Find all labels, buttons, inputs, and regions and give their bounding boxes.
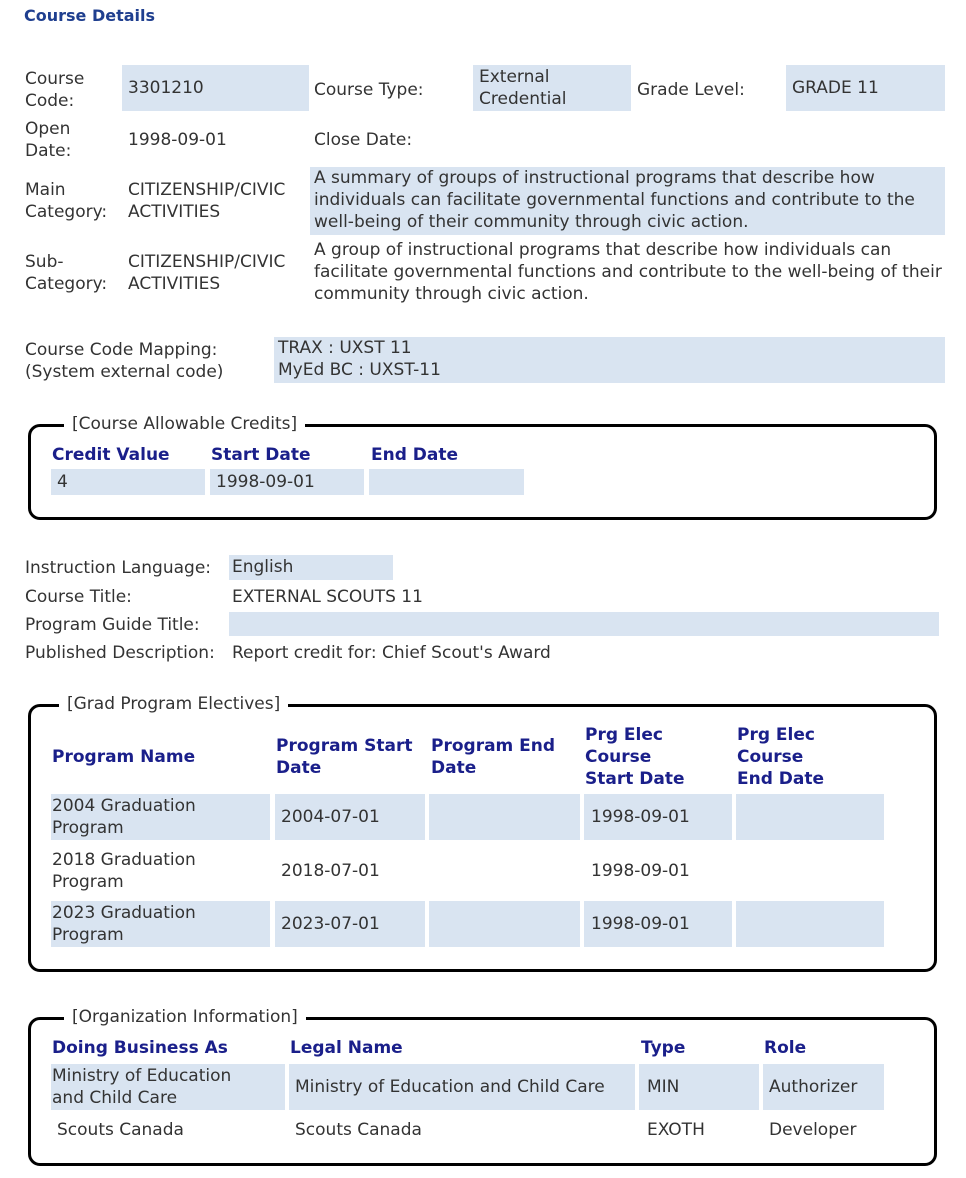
instruction-language-label: Instruction Language:: [25, 558, 212, 578]
electives-program-start: 2004-07-01: [275, 794, 425, 840]
table-row: [51, 901, 270, 947]
electives-program-start: 2018-07-01: [281, 861, 380, 881]
grade-level-value: GRADE 11: [786, 65, 945, 111]
electives-program-name: 2004 Graduation Program: [52, 796, 196, 838]
org-role: Developer: [769, 1120, 857, 1140]
org-header-dba: Doing Business As: [52, 1038, 228, 1058]
credits-cell-start: 1998-09-01: [210, 469, 364, 495]
mapping-values: [274, 337, 945, 383]
credits-legend: [Course Allowable Credits]: [64, 413, 305, 435]
org-dba: Ministry of Education and Child Care: [52, 1066, 232, 1108]
electives-program-end: [429, 794, 580, 840]
program-guide-title-value: [229, 612, 939, 636]
electives-header-program-end: Program End Date: [431, 736, 556, 778]
table-row: [51, 1117, 285, 1143]
electives-elec-end: [736, 848, 884, 894]
credits-cell-end: [369, 469, 524, 495]
org-header-legal-name: Legal Name: [290, 1038, 403, 1058]
org-legal-name: Ministry of Education and Child Care: [289, 1064, 635, 1110]
org-role: Authorizer: [763, 1064, 884, 1110]
open-date-label: Open Date:: [25, 119, 72, 161]
main-category-label: Main Category:: [25, 180, 108, 222]
table-row: [51, 848, 270, 894]
sub-category-value: CITIZENSHIP/CIVIC ACTIVITIES: [128, 252, 286, 294]
org-dba: Scouts Canada: [57, 1120, 184, 1140]
electives-elec-start: 1998-09-01: [591, 861, 690, 881]
main-category-description: A summary of groups of instructional programs that describe how individuals can facilitate governmental functions and contribute to the well-being of their community through civic action.: [310, 167, 945, 235]
electives-header-elec-start: Prg Elec Course Start Date: [585, 725, 685, 789]
course-code-value: 3301210: [122, 65, 309, 111]
org-type: MIN: [639, 1064, 759, 1110]
credits-cell-value: 4: [51, 469, 205, 495]
published-description-value: Report credit for: Chief Scout's Award: [232, 643, 551, 663]
credits-header-start: Start Date: [211, 445, 311, 465]
electives-elec-start: 1998-09-01: [584, 794, 732, 840]
credits-header-end: End Date: [371, 445, 459, 465]
course-type-label: Course Type:: [314, 80, 424, 100]
grade-level-label: Grade Level:: [637, 80, 745, 100]
electives-legend: [Grad Program Electives]: [59, 693, 288, 715]
instruction-language-value: English: [229, 555, 393, 580]
course-title-value: EXTERNAL SCOUTS 11: [232, 587, 423, 607]
electives-elec-end: [736, 901, 884, 947]
electives-program-name: 2018 Graduation Program: [52, 850, 196, 892]
program-guide-title-label: Program Guide Title:: [25, 615, 200, 635]
org-header-type: Type: [641, 1038, 686, 1058]
sub-category-description: A group of instructional programs that describe how individuals can facilitate governmental functions and contribute to the well-being of their community through civic action.: [314, 240, 942, 304]
electives-program-end: [429, 901, 580, 947]
org-type: EXOTH: [647, 1120, 705, 1140]
electives-header-elec-end: Prg Elec Course End Date: [737, 725, 825, 789]
electives-header-program-name: Program Name: [52, 747, 196, 767]
mapping-label: Course Code Mapping: (System external code): [25, 340, 224, 382]
course-type-value: External Credential: [473, 65, 631, 111]
electives-header-program-start: Program Start Date: [276, 736, 413, 778]
mapping-myed: MyEd BC : UXST-11: [278, 360, 441, 380]
published-description-label: Published Description:: [25, 643, 215, 663]
mapping-trax: TRAX : UXST 11: [278, 338, 412, 358]
electives-elec-start: 1998-09-01: [584, 901, 732, 947]
org-legal-name: Scouts Canada: [295, 1120, 422, 1140]
electives-elec-end: [736, 794, 884, 840]
course-code-label: Course Code:: [25, 69, 85, 111]
course-title-label: Course Title:: [25, 587, 132, 607]
org-header-role: Role: [764, 1038, 807, 1058]
electives-program-end: [429, 848, 580, 894]
electives-program-start: 2023-07-01: [275, 901, 425, 947]
page-title: Course Details: [24, 6, 156, 25]
electives-program-name: 2023 Graduation Program: [52, 903, 196, 945]
open-date-value: 1998-09-01: [128, 130, 227, 150]
sub-category-label: Sub- Category:: [25, 252, 108, 294]
credits-header-value: Credit Value: [52, 445, 170, 465]
main-category-value: CITIZENSHIP/CIVIC ACTIVITIES: [128, 180, 286, 222]
table-row: [51, 794, 270, 840]
close-date-label: Close Date:: [314, 130, 413, 150]
table-row: [51, 1064, 285, 1110]
organization-legend: [Organization Information]: [64, 1006, 306, 1028]
